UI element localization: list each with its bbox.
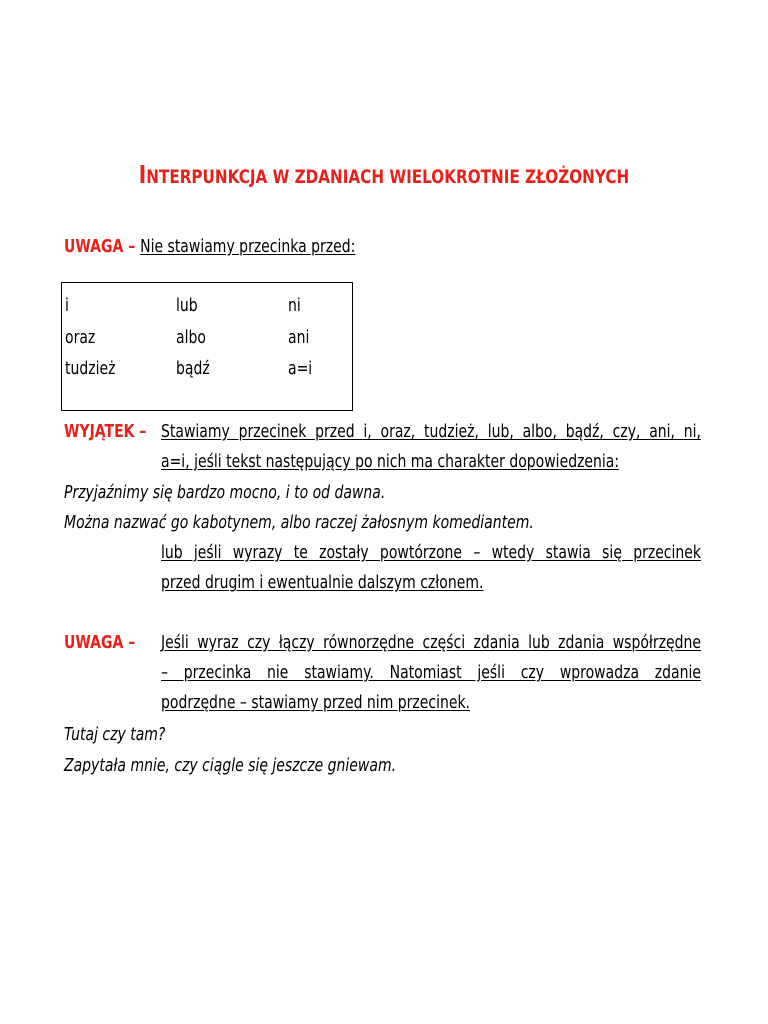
- note1-dash: –: [123, 237, 141, 257]
- conj-ani: ani: [288, 328, 310, 348]
- exception-label-line: [64, 421, 146, 443]
- note2-label-line: [64, 632, 135, 654]
- exception-example-1: Przyjaźnimy się bardzo mocno, i to od dawna.: [64, 483, 386, 503]
- note2-text: [161, 632, 701, 722]
- note2-line-2: – przecinka nie stawiamy. Natomiast jeśli czy wprowadza zdanie: [161, 663, 701, 683]
- title-rest: NTERPUNKCJA W ZDANIACH WIELOKROTNIE ZŁOŻONYCH: [146, 166, 630, 188]
- note1-text: Nie stawiamy przecinka przed:: [140, 237, 356, 257]
- page-title: [77, 160, 691, 192]
- exception-dash: –: [134, 422, 147, 442]
- note2-line-1: Jeśli wyraz czy łączy równorzędne części zdania lub zdania współrzędne: [161, 633, 701, 653]
- conj-i: i: [65, 296, 69, 316]
- conj-tudziez: tudzież: [65, 359, 116, 379]
- exception-example-2: Można nazwać go kabotynem, albo raczej żałosnym komediantem.: [64, 513, 534, 533]
- note2-example-1: Tutaj czy tam?: [64, 725, 166, 745]
- conjunction-box: [61, 282, 353, 411]
- note2-example-2: Zapytała mnie, czy ciągle się jeszcze gniewam.: [64, 756, 397, 776]
- conj-a-i: a=i: [288, 359, 313, 379]
- conj-oraz: oraz: [65, 328, 96, 348]
- note1-line: [64, 236, 355, 258]
- note2-label: UWAGA: [64, 633, 124, 653]
- title-first-letter: I: [138, 160, 147, 189]
- conj-lub: lub: [176, 296, 198, 316]
- repeat-text: [161, 542, 701, 602]
- exception-line-1: Stawiamy przecinek przed i, oraz, tudzież, lub, albo, bądź, czy, ani, ni,: [161, 422, 701, 442]
- exception-line-2: a=i, jeśli tekst następujący po nich ma charakter dopowiedzenia:: [161, 452, 620, 472]
- repeat-line-2: przed drugim i ewentualnie dalszym członem.: [161, 573, 484, 593]
- conj-badz: bądź: [176, 359, 210, 379]
- exception-text: [161, 421, 701, 481]
- note2-dash: –: [123, 633, 136, 653]
- conj-ni: ni: [288, 296, 301, 316]
- note1-label: UWAGA: [64, 237, 124, 257]
- note2-line-3: podrzędne – stawiamy przed nim przecinek.: [161, 693, 471, 713]
- conj-albo: albo: [176, 328, 206, 348]
- exception-label: WYJĄTEK: [64, 422, 135, 442]
- repeat-line-1: lub jeśli wyrazy te zostały powtórzone – wtedy stawia się przecinek: [161, 543, 701, 563]
